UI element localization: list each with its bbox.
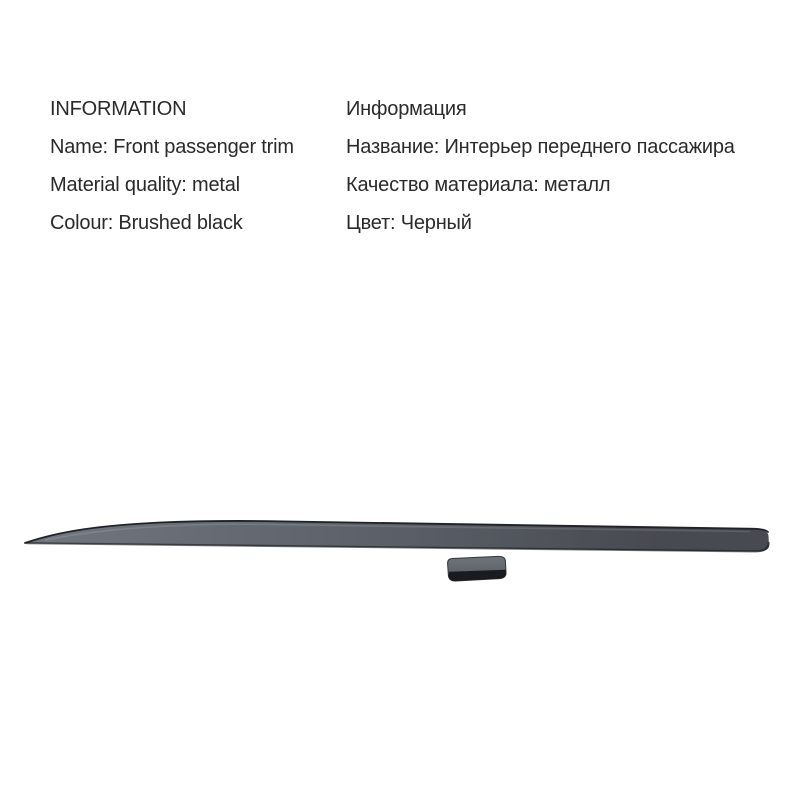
info-colour-en: Colour: Brushed black — [50, 212, 243, 234]
product-photo — [0, 500, 800, 600]
info-material-en: Material quality: metal — [50, 174, 240, 196]
info-colour-ru: Цвет: Черный — [346, 212, 472, 234]
info-row-colour — [50, 204, 794, 242]
info-row-title — [50, 90, 794, 128]
info-table — [50, 90, 794, 242]
info-row-name — [50, 128, 794, 166]
info-material-ru: Качество материала: металл — [346, 174, 611, 196]
info-name-en: Name: Front passenger trim — [50, 136, 294, 158]
info-name-ru: Название: Интерьер переднего пассажира — [346, 136, 735, 158]
info-row-material — [50, 166, 794, 204]
info-title-ru: Информация — [346, 98, 467, 120]
info-title-en: INFORMATION — [50, 98, 187, 120]
